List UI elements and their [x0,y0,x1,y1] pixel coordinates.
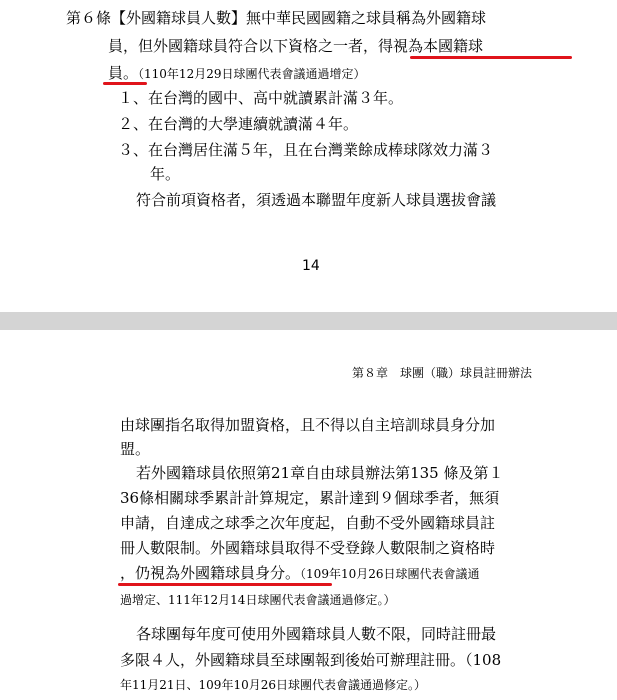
paragraph-line: 冊人數限制。外國籍球員取得不受登錄人數限制之資格時 [120,539,496,557]
list-item-continuation: 年。 [150,165,181,183]
amend-note: （109年10月26日球團代表會議通 [300,567,480,581]
red-underline-2 [103,82,147,85]
highlighted-phrase: 仍視為外國籍球員身分 [135,564,286,582]
red-underline-1 [410,56,572,59]
document-page-15 [0,330,617,700]
paragraph-line: 盟。 [120,440,151,458]
paragraph-line: 若外國籍球員依照第21章自由球員辦法第135 條及第１ [136,464,504,482]
amend-note: 過增定、111年12月14日球團代表會議通過修定。） [120,593,396,607]
list-item: ２、在台灣的大學連續就讀滿４年。 [118,115,359,133]
article-6-line1: 第６條【外國籍球員人數】無中華民國國籍之球員稱為外國籍球 [66,9,487,27]
paragraph-line: ，仍視為外國籍球員身分。（109年10月26日球團代表會議通 [120,564,480,582]
amend-note: （110年12月29日球團代表會議通過增定） [138,67,366,81]
paragraph-line: 由球團指名取得加盟資格，且不得以自主培訓球員身分加 [120,416,496,434]
red-underline-3 [118,583,332,586]
paragraph-line: 多限４人，外國籍球員至球團報到後始可辦理註冊。（108 [120,651,502,669]
list-item: １、在台灣的國中、高中就讀累計滿３年。 [118,89,404,107]
amend-note: 年11月21日、109年10月26日球團代表會議通過修定。） [120,678,426,692]
paragraph-line: 申請，自達成之球季之次年度起，自動不受外國籍球員註 [120,514,496,532]
page-separator [0,312,617,330]
paragraph-line: 36條相關球季累計計算規定，累計達到９個球季者，無須 [120,489,500,507]
article-6-line3: 員。（110年12月29日球團代表會議通過增定） [108,64,366,82]
list-item: ３、在台灣居住滿５年，且在台灣業餘成棒球隊效力滿３ [118,141,494,159]
document-page-14 [0,0,617,312]
paragraph-line: 符合前項資格者，須透過本聯盟年度新人球員選拔會議 [136,191,497,209]
page-number: 14 [302,258,320,274]
chapter-header: 第８章 球團（職）球員註冊辦法 [352,366,533,380]
article-heading: 第６條【外國籍球員人數】 [66,9,247,27]
article-6-line2: 員，但外國籍球員符合以下資格之一者，得視為本國籍球 [108,37,484,55]
highlighted-phrase: 得視為本國籍球 [378,37,484,55]
paragraph-line: 各球團每年度可使用外國籍球員人數不限，同時註冊最 [136,625,497,643]
